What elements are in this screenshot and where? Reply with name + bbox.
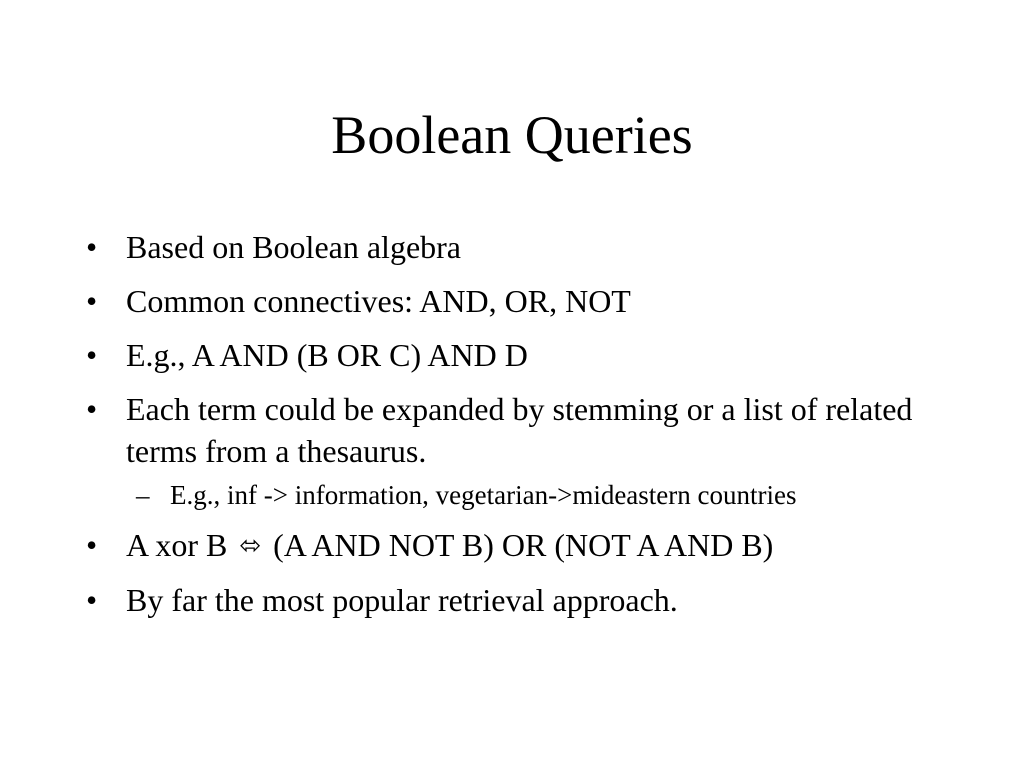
bullet-marker: •	[86, 527, 98, 563]
sub-bullet-item	[126, 478, 966, 512]
bullet-item	[86, 388, 966, 512]
xor-prefix: A xor B	[126, 527, 228, 563]
bullet-text: Based on Boolean algebra	[126, 229, 461, 265]
slide-title: Boolean Queries	[331, 105, 693, 165]
bullet-text: (A AND NOT B) OR (NOT A AND B)	[273, 527, 774, 563]
sub-bullet-text: E.g., inf -> information, vegetarian->mideastern countries	[170, 480, 797, 510]
bullet-text: By far the most popular retrieval approach.	[126, 582, 678, 618]
sub-bullet-list	[126, 478, 966, 512]
bullet-text: Common connectives: AND, OR, NOT	[126, 283, 631, 319]
equivalence-arrow-icon: ⬄	[239, 531, 262, 561]
bullet-marker: •	[86, 337, 98, 373]
bullet-list	[86, 226, 966, 633]
bullet-item	[86, 226, 966, 268]
bullet-marker: •	[86, 283, 98, 319]
bullet-text: Each term could be expanded by stemming or a list of related terms from a thesaurus.	[126, 391, 913, 469]
bullet-text: E.g., A AND (B OR C) AND D	[126, 337, 528, 373]
sub-bullet-marker: –	[136, 480, 150, 510]
bullet-marker: •	[86, 582, 98, 618]
bullet-item	[86, 334, 966, 376]
bullet-item	[86, 280, 966, 322]
bullet-marker: •	[86, 391, 98, 427]
bullet-item	[86, 579, 966, 621]
bullet-marker: •	[86, 229, 98, 265]
bullet-item	[86, 524, 966, 567]
